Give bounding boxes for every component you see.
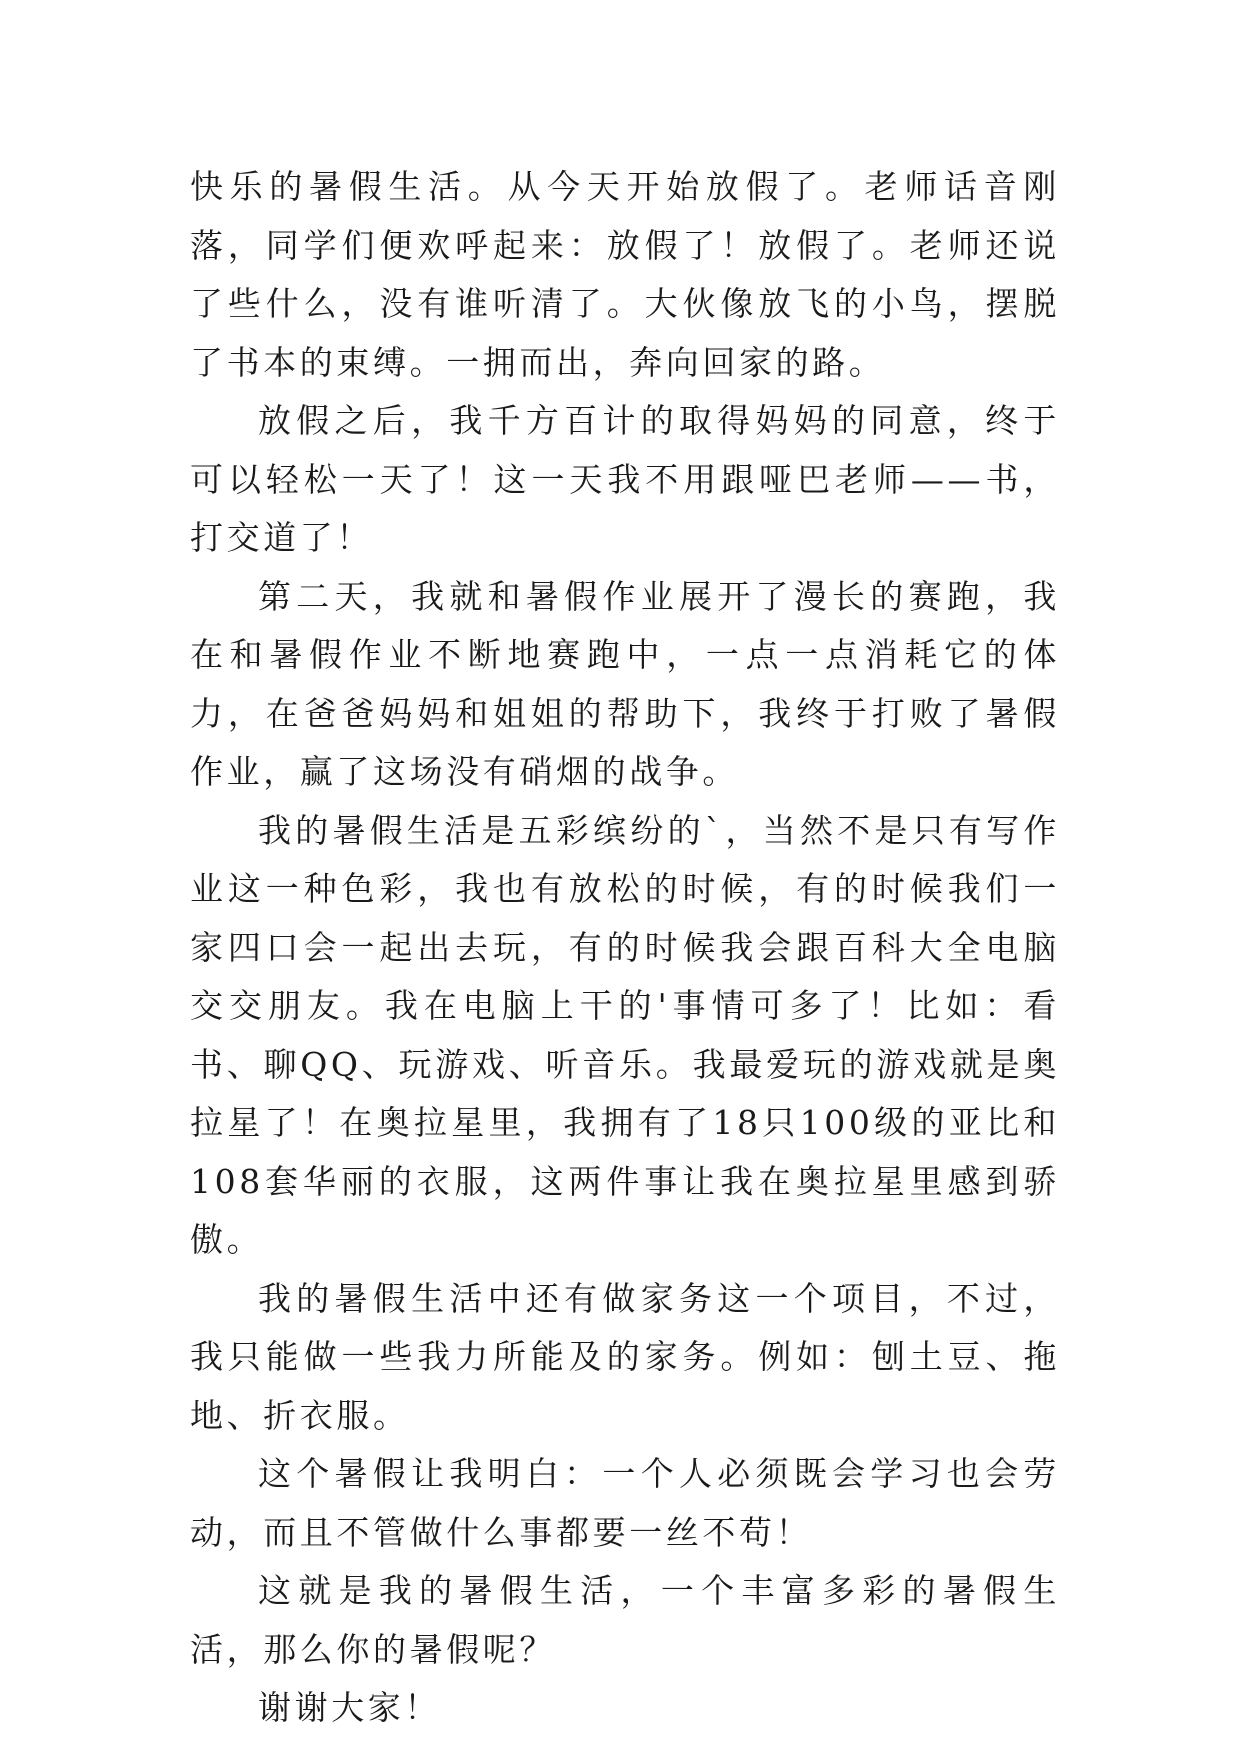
paragraph-lesson: 这个暑假让我明白：一个人必须既会学习也会劳动，而且不管做什么事都要一丝不苟！	[190, 1454, 1060, 1552]
paragraph-colorful-life: 我的暑假生活是五彩缤纷的`，当然不是只有写作业这一种色彩，我也有放松的时候，有的时候我们一家四口会一起出去玩，有的时候我会跟百科大全电脑交交朋友。我在电脑上干的'事情可多了！比如：看书、聊QQ、玩游戏、听音乐。我最爱玩的游戏就是奥拉星了！在奥拉星里，我拥有了18只100级的亚比和108套华丽的衣服，这两件事让我在奥拉星里感到骄傲。	[190, 810, 1060, 1259]
paragraph-housework: 我的暑假生活中还有做家务这一个项目，不过，我只能做一些我力所能及的家务。例如：刨土豆、拖地、折衣服。	[190, 1278, 1060, 1435]
paragraph-homework-race: 第二天，我就和暑假作业展开了漫长的赛跑，我在和暑假作业不断地赛跑中，一点一点消耗它的体力，在爸爸妈妈和姐姐的帮助下，我终于打败了暑假作业，赢了这场没有硝烟的战争。	[190, 576, 1060, 791]
paragraph-after-vacation: 放假之后，我千方百计的取得妈妈的同意，终于可以轻松一天了！这一天我不用跟哑巴老师——书，打交道了！	[190, 401, 1060, 557]
paragraph-thanks: 谢谢大家！	[258, 1688, 441, 1727]
paragraph-summary: 这就是我的暑假生活，一个丰富多彩的暑假生活，那么你的暑假呢？	[190, 1571, 1060, 1669]
essay-body	[190, 158, 1060, 1738]
paragraph-opening: 快乐的暑假生活。从今天开始放假了。老师话音刚落，同学们便欢呼起来：放假了！放假了。老师还说了些什么，没有谁听清了。大伙像放飞的小鸟，摆脱了书本的束缚。一拥而出，奔向回家的路。	[190, 167, 1060, 382]
